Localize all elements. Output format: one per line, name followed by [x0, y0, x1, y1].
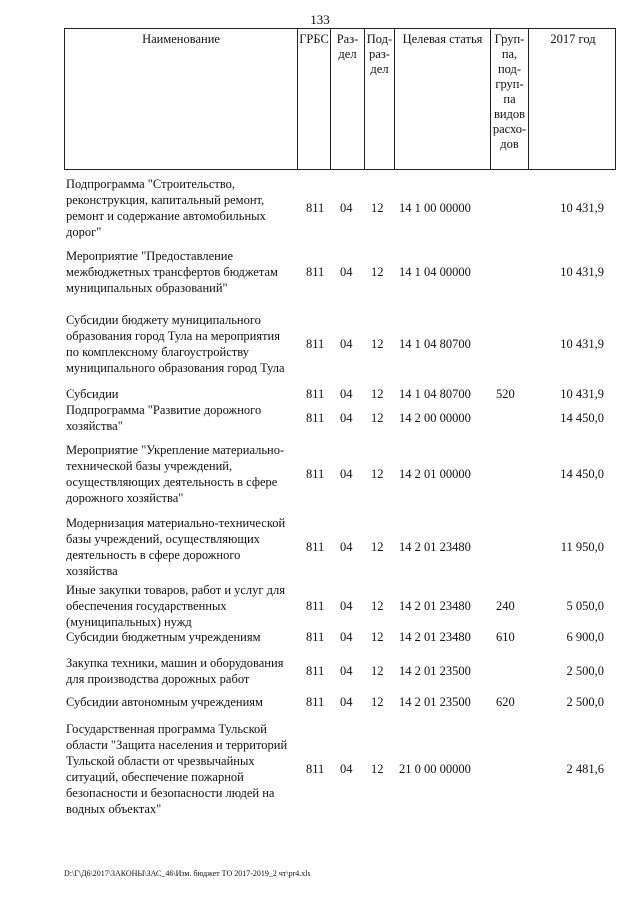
header-razdel-line: дел: [338, 47, 357, 61]
row-podrazdel: 12: [371, 387, 384, 401]
row-celevaya: 14 2 01 23480: [399, 630, 471, 644]
header-gruppa-line: видов: [493, 107, 526, 121]
file-path-footer: D:\Г\Д6\2017\ЗАКОНЫ\ЗАС_46\Изм. бюджет ТО 2017-2019_2 чт\pr4.xls: [64, 869, 311, 878]
header-gruppa-line: дов: [500, 137, 519, 151]
row-podrazdel: 12: [371, 599, 384, 613]
row-gruppa: 240: [496, 599, 515, 613]
header-gruppa-line: па,: [501, 47, 518, 61]
row-name-line: области "Защита населения и территорий: [66, 738, 288, 752]
row-name-line: Иные закупки товаров, работ и услуг для: [66, 583, 286, 597]
row-name-line: ремонт и содержание автомобильных: [66, 209, 266, 223]
row-name-line: дорог": [66, 225, 102, 239]
row-razdel: 04: [340, 540, 353, 554]
row-name-line: Мероприятие "Предоставление: [66, 249, 234, 263]
header-gruppa-line: Груп-: [494, 32, 525, 46]
row-amount: 2 500,0: [566, 695, 604, 709]
header-razdel-line: Раз-: [336, 32, 359, 46]
header-celevaya: Целевая статья: [395, 29, 491, 169]
row-name-line: дорожного хозяйства": [66, 491, 184, 505]
row-grbs: 811: [306, 540, 325, 554]
row-name-line: осуществляющих деятельность в сфере: [66, 475, 278, 489]
row-celevaya: 14 2 01 23480: [399, 540, 471, 554]
row-celevaya: 14 2 01 23500: [399, 664, 471, 678]
row-name-line: Субсидии: [66, 387, 119, 401]
row-razdel: 04: [340, 201, 353, 215]
row-grbs: 811: [306, 337, 325, 351]
row-name-line: хозяйства": [66, 419, 123, 433]
row-amount: 10 431,9: [560, 265, 604, 279]
header-grbs: ГРБС: [298, 29, 331, 169]
row-podrazdel: 12: [371, 337, 384, 351]
row-name: [66, 176, 298, 240]
row-podrazdel: 12: [371, 265, 384, 279]
row-celevaya: 21 0 00 00000: [399, 762, 471, 776]
row-podrazdel: 12: [371, 762, 384, 776]
row-name: [66, 721, 298, 817]
row-name-line: образования город Тула на мероприятия: [66, 329, 280, 343]
row-name-line: Субсидии бюджету муниципального: [66, 313, 261, 327]
row-celevaya: 14 2 00 00000: [399, 411, 471, 425]
row-gruppa: 520: [496, 387, 515, 401]
row-amount: 6 900,0: [566, 630, 604, 644]
row-name: [66, 402, 298, 434]
row-amount: 5 050,0: [566, 599, 604, 613]
row-amount: 2 500,0: [566, 664, 604, 678]
row-name-line: Подпрограмма "Развитие дорожного: [66, 403, 262, 417]
row-amount: 14 450,0: [560, 411, 604, 425]
row-podrazdel: 12: [371, 540, 384, 554]
row-name-line: Тульской области от чрезвычайных: [66, 754, 255, 768]
row-name-line: хозяйства: [66, 564, 118, 578]
row-razdel: 04: [340, 664, 353, 678]
row-name: [66, 312, 298, 376]
row-grbs: 811: [306, 664, 325, 678]
row-podrazdel: 12: [371, 467, 384, 481]
row-grbs: 811: [306, 630, 325, 644]
row-grbs: 811: [306, 467, 325, 481]
row-celevaya: 14 1 04 80700: [399, 337, 471, 351]
row-name-line: (муниципальных) нужд: [66, 615, 192, 629]
row-name-line: муниципального образования город Тула: [66, 361, 285, 375]
row-celevaya: 14 1 00 00000: [399, 201, 471, 215]
row-celevaya: 14 2 01 00000: [399, 467, 471, 481]
row-grbs: 811: [306, 762, 325, 776]
row-name: [66, 248, 298, 296]
row-name-line: деятельность в сфере дорожного: [66, 548, 241, 562]
row-name: [66, 386, 298, 402]
row-amount: 10 431,9: [560, 387, 604, 401]
row-name-line: по комплексному благоустройству: [66, 345, 249, 359]
header-year: 2017 год: [550, 32, 596, 46]
row-grbs: 811: [306, 265, 325, 279]
row-gruppa: 620: [496, 695, 515, 709]
row-grbs: 811: [306, 695, 325, 709]
row-name-line: базы учреждений, осуществляющих: [66, 532, 260, 546]
row-razdel: 04: [340, 411, 353, 425]
row-razdel: 04: [340, 337, 353, 351]
row-podrazdel: 12: [371, 664, 384, 678]
header-podrazdel-line: Под-: [366, 32, 393, 46]
row-podrazdel: 12: [371, 201, 384, 215]
header-gruppa-line: па: [503, 92, 516, 106]
row-razdel: 04: [340, 387, 353, 401]
header-gruppa-line: груп-: [495, 77, 524, 91]
row-grbs: 811: [306, 411, 325, 425]
row-name-line: Государственная программа Тульской: [66, 722, 267, 736]
header-podrazdel-line: дел: [370, 62, 389, 76]
row-grbs: 811: [306, 387, 325, 401]
row-amount: 14 450,0: [560, 467, 604, 481]
row-grbs: 811: [306, 201, 325, 215]
header-razdel: [331, 29, 365, 169]
row-name-line: Субсидии бюджетным учреждениям: [66, 630, 261, 644]
row-razdel: 04: [340, 762, 353, 776]
row-grbs: 811: [306, 599, 325, 613]
header-gruppa-line: под-: [497, 62, 522, 76]
row-celevaya: 14 1 04 00000: [399, 265, 471, 279]
row-name-line: безопасности и безопасности людей на: [66, 786, 275, 800]
row-amount: 10 431,9: [560, 201, 604, 215]
row-podrazdel: 12: [371, 695, 384, 709]
row-razdel: 04: [340, 630, 353, 644]
row-podrazdel: 12: [371, 630, 384, 644]
row-amount: 11 950,0: [560, 540, 604, 554]
row-name-line: Закупка техники, машин и оборудования: [66, 656, 284, 670]
row-celevaya: 14 2 01 23480: [399, 599, 471, 613]
row-name: [66, 515, 298, 579]
header-podrazdel-line: раз-: [369, 47, 390, 61]
table-header: [64, 28, 616, 170]
row-razdel: 04: [340, 467, 353, 481]
row-celevaya: 14 1 04 80700: [399, 387, 471, 401]
header-gruppa: [491, 29, 529, 169]
row-name: [66, 694, 298, 710]
row-name: [66, 655, 298, 687]
row-amount: 2 481,6: [566, 762, 604, 776]
row-name-line: Подпрограмма "Строительство,: [66, 177, 236, 191]
page-number: 133: [310, 12, 330, 27]
row-celevaya: 14 2 01 23500: [399, 695, 471, 709]
row-name-line: технической базы учреждений,: [66, 459, 233, 473]
row-name-line: Мероприятие "Укрепление материально-: [66, 443, 285, 457]
row-name: [66, 629, 298, 645]
row-razdel: 04: [340, 599, 353, 613]
row-name-line: муниципальных образований": [66, 281, 228, 295]
row-name-line: водных объектах": [66, 802, 162, 816]
row-razdel: 04: [340, 265, 353, 279]
row-name: [66, 582, 298, 630]
row-gruppa: 610: [496, 630, 515, 644]
row-name-line: ситуаций, обеспечение пожарной: [66, 770, 244, 784]
header-podrazdel: [365, 29, 395, 169]
row-name: [66, 442, 298, 506]
row-amount: 10 431,9: [560, 337, 604, 351]
row-name-line: Модернизация материально-технической: [66, 516, 286, 530]
row-razdel: 04: [340, 695, 353, 709]
row-name-line: реконструкция, капитальный ремонт,: [66, 193, 265, 207]
row-name-line: межбюджетных трансфертов бюджетам: [66, 265, 278, 279]
row-name-line: для производства дорожных работ: [66, 672, 250, 686]
row-name-line: обеспечения государственных: [66, 599, 227, 613]
header-gruppa-line: расхо-: [492, 122, 527, 136]
row-name-line: Субсидии автономным учреждениям: [66, 695, 263, 709]
header-name: Наименование: [65, 29, 298, 169]
row-podrazdel: 12: [371, 411, 384, 425]
